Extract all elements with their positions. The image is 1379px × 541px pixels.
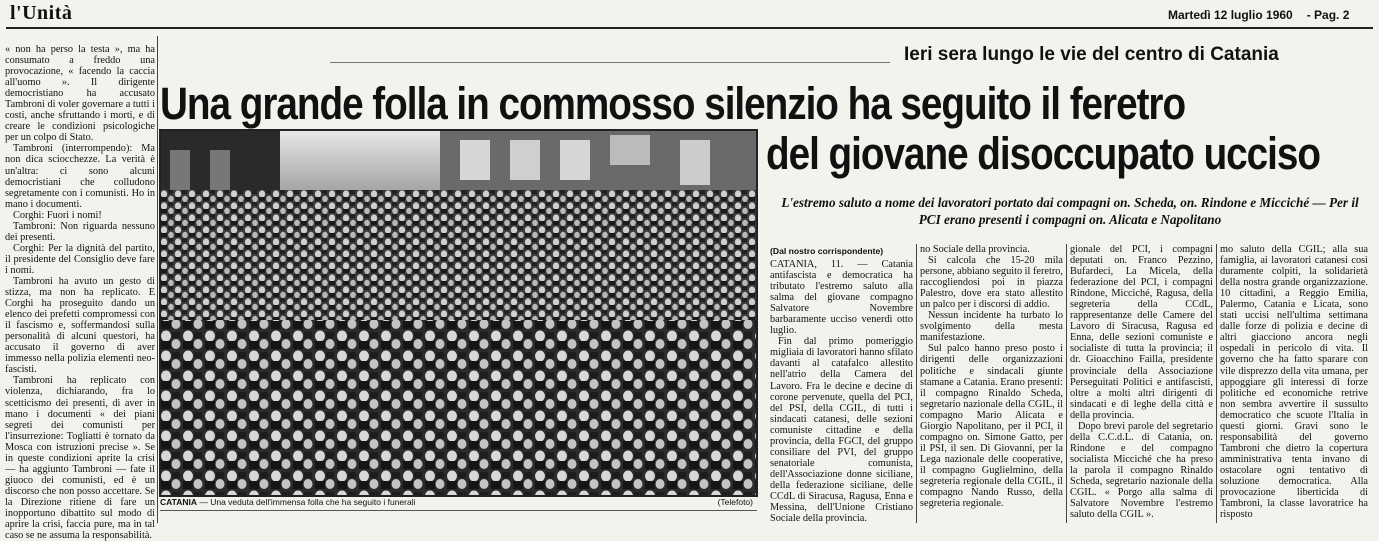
dateline	[1168, 8, 1349, 22]
headline-line-1: Una grande folla in commosso silenzio ha seguito il feretro	[160, 78, 1186, 129]
column-divider	[1216, 244, 1217, 523]
left-paragraph: Tambroni: Non riguarda nessuno dei presenti.	[5, 220, 155, 243]
article-paragraph: Fin dal primo pomeriggio migliaia di lavoratori hanno sfilato davanti al catafalco allestito nell'atrio della Camera del Lavoro. Fra le decine e decine di corone pervenute, quella del PCI, del PSI, della CGIL, di tutti i sindacati catanesi, delle sezioni comuniste cittadine e della provincia, della FGCI, del gruppo consiliare del PVI, del gruppo senatoriale comunista, dell'Associazione donne siciliane, della federazione siciliane, delle CCdL di Siracusa, Ragusa, Enna e Messina, dell'Unione Cristiano Sociale della provincia.	[770, 336, 913, 525]
crowd-photo-image	[160, 130, 757, 496]
left-paragraph: Tambroni ha replicato con violenza, dichiarando, fra lo scetticismo dei presenti, di aver in mano i documenti « dei piani segreti dei comunisti per l'insurrezione: Togliatti è tornato da Mosca con istruzioni precise ». Se in queste condizioni aprite la crisi — ha aggiunto Tambroni — fate il giuoco dei comunisti, ed è un discorso che non posso accettare. Se la Direzione ritiene di fare un inopportuno dibattito sul modo di aprire la crisi, faccia pure, ma in tal caso se ne assuma la responsabilità.	[5, 375, 155, 541]
masthead-rule	[6, 27, 1373, 29]
left-paragraph: Corghi: Per la dignità del partito, il presidente del Consiglio deve fare i nomi.	[5, 242, 155, 276]
caption-rule	[160, 510, 757, 511]
photo-caption	[160, 497, 757, 507]
left-paragraph: « non ha perso la testa », ma ha consumato a freddo una provocazione, « facendo la caccia all'uomo ». Il dirigente democristiano ha accusato Tambroni di voler governare a tutti i costi, anche sfruttando i morti, e di creare le condizioni psicologiche per un colpo di Stato.	[5, 44, 155, 144]
left-continuation-column	[5, 44, 155, 541]
article-paragraph: Nessun incidente ha turbato lo svolgimento della mesta manifestazione.	[920, 310, 1063, 344]
headline-line-2: del giovane disoccupato ucciso	[766, 128, 1320, 179]
kicker: Ieri sera lungo le vie del centro di Catania	[904, 44, 1279, 65]
article-paragraph: Sul palco hanno preso posto i dirigenti delle organizzazioni politiche e sindacali giunte stamane a Catania. Erano presenti: il compagno Rinaldo Scheda, segretario nazionale della CGIL, il compagno Mario Alicata e Giorgio Napolitano, per il PCI, il compagno on. Simone Gatto, per il PSI, il sen. Di Giovanni, per la Lega nazionale delle cooperative, il compagno Guglielmino, della segreteria regionale della CGIL, il compagno Nando Russo, della segreteria regionale.	[920, 343, 1063, 510]
column-divider	[157, 36, 158, 523]
caption-text: — Una veduta dell'immensa folla che ha seguito i funerali	[196, 497, 416, 507]
caption-place: CATANIA	[160, 497, 197, 507]
left-paragraph: Tambroni (interrompendo): Ma non dica sciocchezze. La verità è un'altra: ci sono alcuni democristiani che colludono segretamente con i comunisti. Ho in mano i documenti.	[5, 143, 155, 210]
article-paragraph: no Sociale della provincia.	[920, 244, 1030, 255]
page-number: - Pag. 2	[1306, 8, 1350, 22]
article-paragraph: Dopo brevi parole del segretario della C.C.d.L. di Catania, on. Rindone e del compagno socialista Micciché che ha preso la parola il compagno Rinaldo Scheda, segretario nazionale della CGIL. « Porgo alla salma di Salvatore Novembre l'estremo saluto della CGIL ».	[1070, 420, 1213, 521]
article-column-4	[1220, 244, 1368, 523]
article-paragraph: Si calcola che 15-20 mila persone, abbiano seguito il feretro, raccogliendosi poi in piazza Palestro, dove era stato allestito un palco per i discorsi di addio.	[920, 255, 1063, 311]
article-paragraph: gionale del PCI, i compagni deputati on. Franco Pezzino, Bufardeci, La Micela, della federazione del PCI, i compagni Rindone, Micciché, Ragusa, della segreteria della CCdL, rappresentanze delle Camere del Lavoro di Siracusa, Ragusa ed Enna, delle sezioni comuniste e socialiste di tutta la provincia; il dr. Gioacchino Failla, presidente provinciale della Associazione Perseguitati Politici e antifascisti, oltre a molti altri dirigenti di sindacati e di leghe della città e della provincia.	[1070, 244, 1213, 421]
photo-credit: (Telefoto)	[717, 497, 753, 507]
newspaper-name: l'Unità	[10, 2, 73, 24]
column-divider	[1066, 244, 1067, 523]
column-divider	[916, 244, 917, 523]
article-column-1	[770, 259, 913, 523]
article-paragraph: mo saluto della CGIL; alla sua famiglia, ai lavoratori catanesi così duramente colpiti, la solidarietà della nostra grande organizzazione. 10 cittadini, a Reggio Emilia, Palermo, Catania e Licata, sono stati uccisi nell'ultima settimana dalle forze di polizia e decine di altri giacciono ancora negli ospedali in pericolo di vita. Il governo che ha fatto sparare con vile disprezzo della vita umana, per appoggiare gli interessi di forze politiche ed economiche retrive non sembra avvertire il sussulto democratico che scuote l'Italia in questi giorni. Gravi sono le responsabilità del governo Tambroni che dietro la copertura amministrativa tenta invano di ostacolare ogni tentativo di soluzione democratica. Alla provocazione liberticida di Tambroni, la classe lavoratrice ha risposto	[1220, 244, 1368, 521]
subheadline: L'estremo saluto a nome dei lavoratori portato dai compagni on. Scheda, on. Rindone e Micciché — Per il PCI erano presenti i compagni on. Alicata e Napolitano	[781, 195, 1359, 227]
issue-date: Martedì 12 luglio 1960	[1168, 8, 1293, 22]
article-paragraph: CATANIA, 11. — Catania antifascista e democratica ha tributato l'estremo saluto alla salma del giovane compagno Salvatore Novembre barbaramente ucciso venerdì otto luglio.	[770, 259, 913, 337]
kicker-rule	[330, 62, 890, 63]
left-paragraph: Corghi: Fuori i nomi!	[13, 209, 102, 221]
crowd-photo	[160, 130, 757, 496]
article-column-3	[1070, 244, 1213, 523]
left-paragraph: Tambroni ha avuto un gesto di stizza, ma non ha replicato. E Corghi ha proseguito dando un elenco dei prefetti compromessi con il fascismo e, soffermandosi sulla personalità di alcuni questori, ha accusato il governo di aver immesso nella polizia elementi neo-fascisti.	[5, 275, 155, 376]
article-column-2	[920, 244, 1063, 523]
byline: (Dal nostro corrispondente)	[770, 246, 884, 256]
